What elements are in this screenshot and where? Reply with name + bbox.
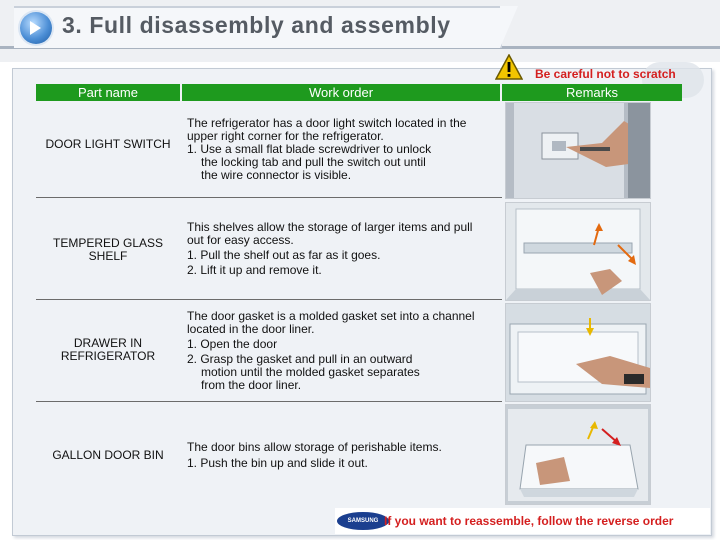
work-order-line: This shelves allow the storage of larger items and pull out for easy access. — [187, 220, 473, 247]
part-name-tempered-glass-shelf: TEMPERED GLASS SHELF — [52, 236, 164, 263]
work-order-line: the wire connector is visible. — [201, 168, 352, 182]
samsung-logo: SAMSUNG — [337, 512, 389, 530]
work-order-line: motion until the molded gasket separates — [201, 365, 420, 379]
work-order-line: The refrigerator has a door light switch located in the upper right corner for the refrigerator. — [187, 116, 467, 143]
column-header-work-order: Work order — [182, 84, 500, 101]
photo-door-light-switch — [505, 102, 651, 199]
work-order-gallon-door-bin — [187, 441, 492, 470]
column-header-part-name: Part name — [36, 84, 180, 101]
work-order-tempered-glass-shelf — [187, 221, 492, 277]
play-icon — [20, 12, 52, 44]
photo-drawer-in-refrigerator — [505, 303, 651, 402]
work-order-line: 1. Use a small flat blade screwdriver to unlock — [187, 142, 432, 156]
photo-gallon-door-bin — [505, 404, 651, 505]
part-name-door-light-switch: DOOR LIGHT SWITCH — [45, 137, 171, 151]
work-order-line: from the door liner. — [201, 378, 302, 392]
work-order-line: The door bins allow storage of perishable items. — [187, 440, 442, 454]
part-name-gallon-door-bin: GALLON DOOR BIN — [52, 448, 164, 462]
caution-note: Be careful not to scratch — [535, 67, 676, 81]
work-order-line: The door gasket is a molded gasket set into a channel located in the door liner. — [187, 309, 475, 336]
work-order-line: 2. Grasp the gasket and pull in an outward — [187, 352, 413, 366]
work-order-line: the locking tab and pull the switch out until — [201, 155, 426, 169]
work-order-door-light-switch — [187, 117, 492, 182]
row-divider — [36, 401, 502, 402]
page-title: 3. Full disassembly and assembly — [62, 12, 451, 38]
work-order-line: 1. Open the door — [187, 337, 278, 351]
photo-tempered-glass-shelf — [505, 202, 651, 301]
reassembly-note: If you want to reassemble, follow the reverse order — [384, 514, 674, 528]
work-order-line: 2. Lift it up and remove it. — [187, 263, 322, 277]
part-name-drawer-in-refrigerator: DRAWER IN REFRIGERATOR — [60, 336, 156, 363]
work-order-line: 1. Pull the shelf out as far as it goes. — [187, 248, 381, 262]
work-order-drawer-in-refrigerator — [187, 310, 492, 392]
row-divider — [36, 197, 502, 198]
work-order-line: 1. Push the bin up and slide it out. — [187, 456, 368, 470]
column-header-remarks: Remarks — [502, 84, 682, 101]
row-divider — [36, 299, 502, 300]
warning-icon — [495, 54, 523, 80]
